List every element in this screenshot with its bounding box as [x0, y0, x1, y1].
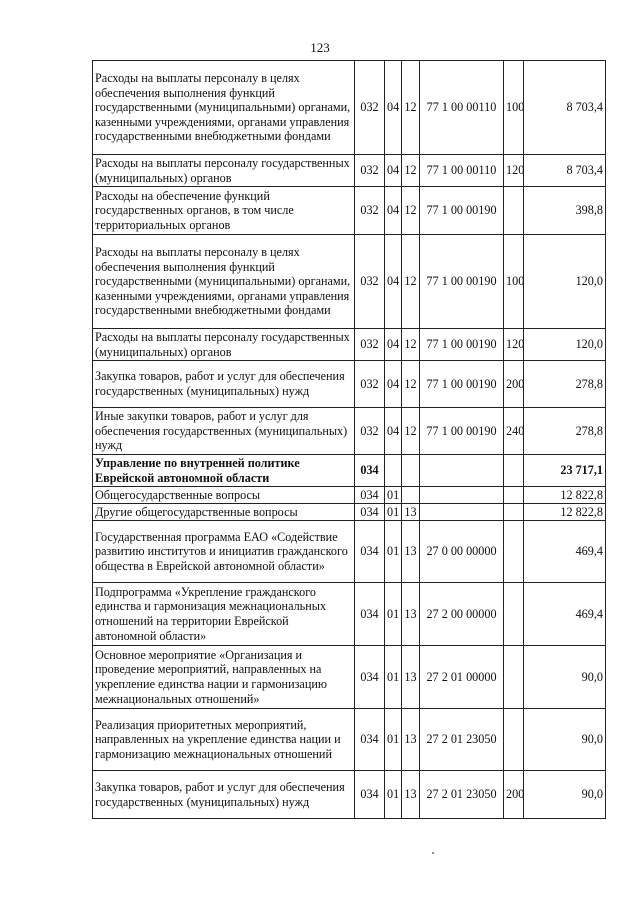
section-code: 01 — [385, 504, 402, 521]
admin-code: 032 — [355, 187, 385, 235]
target-article-code: 27 2 01 23050 — [420, 709, 504, 771]
table-row — [93, 583, 606, 646]
section-code: 01 — [385, 521, 402, 583]
table-row — [93, 455, 606, 487]
section-code — [385, 455, 402, 487]
section-code: 01 — [385, 709, 402, 771]
admin-code: 032 — [355, 235, 385, 329]
expense-type-code — [504, 709, 524, 771]
row-name: Расходы на выплаты персоналу в целях обеспечения выполнения функций государственными (муниципальными) органами, казенными учреждениями, органами управления государственными внебюджетными фондами — [93, 61, 355, 155]
expense-type-code — [504, 187, 524, 235]
target-article-code: 27 2 01 23050 — [420, 771, 504, 819]
amount: 90,0 — [524, 771, 606, 819]
table-row — [93, 408, 606, 455]
table-row — [93, 235, 606, 329]
amount: 12 822,8 — [524, 487, 606, 504]
table-row — [93, 521, 606, 583]
expense-type-code — [504, 455, 524, 487]
amount: 469,4 — [524, 583, 606, 646]
subsection-code: 12 — [402, 187, 420, 235]
row-name: Расходы на выплаты персоналу государственных (муниципальных) органов — [93, 329, 355, 361]
table-row — [93, 187, 606, 235]
amount: 90,0 — [524, 709, 606, 771]
subsection-code — [402, 455, 420, 487]
row-name: Государственная программа ЕАО «Содействие развитию институтов и инициатив гражданского общества в Еврейской автономной области» — [93, 521, 355, 583]
amount: 120,0 — [524, 329, 606, 361]
row-name: Другие общегосударственные вопросы — [93, 504, 355, 521]
admin-code: 032 — [355, 408, 385, 455]
expense-type-code — [504, 646, 524, 709]
amount: 120,0 — [524, 235, 606, 329]
admin-code: 034 — [355, 709, 385, 771]
amount: 12 822,8 — [524, 504, 606, 521]
subsection-code: 12 — [402, 235, 420, 329]
subsection-code: 13 — [402, 583, 420, 646]
admin-code: 034 — [355, 771, 385, 819]
admin-code: 034 — [355, 504, 385, 521]
target-article-code — [420, 487, 504, 504]
section-code: 01 — [385, 583, 402, 646]
subsection-code: 12 — [402, 329, 420, 361]
admin-code: 034 — [355, 521, 385, 583]
subsection-code: 13 — [402, 771, 420, 819]
section-code: 04 — [385, 361, 402, 408]
section-code: 01 — [385, 771, 402, 819]
subsection-code: 12 — [402, 61, 420, 155]
table-row — [93, 709, 606, 771]
expense-type-code — [504, 487, 524, 504]
row-name: Управление по внутренней политике Еврейской автономной области — [93, 455, 355, 487]
amount: 469,4 — [524, 521, 606, 583]
row-name: Реализация приоритетных мероприятий, направленных на укрепление единства нации и гармонизацию межнациональных отношений — [93, 709, 355, 771]
subsection-code: 12 — [402, 361, 420, 408]
target-article-code — [420, 504, 504, 521]
expense-type-code: 200 — [504, 361, 524, 408]
expense-type-code — [504, 521, 524, 583]
expense-type-code: 100 — [504, 235, 524, 329]
amount: 23 717,1 — [524, 455, 606, 487]
scan-speck — [432, 852, 434, 854]
target-article-code: 77 1 00 00190 — [420, 408, 504, 455]
subsection-code: 12 — [402, 408, 420, 455]
expense-type-code: 100 — [504, 61, 524, 155]
budget-table — [92, 60, 606, 819]
row-name: Закупка товаров, работ и услуг для обеспечения государственных (муниципальных) нужд — [93, 771, 355, 819]
admin-code: 032 — [355, 329, 385, 361]
section-code: 04 — [385, 61, 402, 155]
admin-code: 032 — [355, 61, 385, 155]
row-name: Иные закупки товаров, работ и услуг для обеспечения государственных (муниципальных) нужд — [93, 408, 355, 455]
expense-type-code: 120 — [504, 329, 524, 361]
section-code: 04 — [385, 329, 402, 361]
subsection-code — [402, 487, 420, 504]
expense-type-code — [504, 504, 524, 521]
page-number: 123 — [310, 40, 330, 55]
amount: 8 703,4 — [524, 61, 606, 155]
expense-type-code: 120 — [504, 155, 524, 187]
table-row — [93, 487, 606, 504]
target-article-code: 77 1 00 00110 — [420, 155, 504, 187]
amount: 90,0 — [524, 646, 606, 709]
target-article-code: 77 1 00 00190 — [420, 187, 504, 235]
target-article-code: 27 2 00 00000 — [420, 583, 504, 646]
row-name: Расходы на обеспечение функций государственных органов, в том числе территориальных органов — [93, 187, 355, 235]
subsection-code: 13 — [402, 504, 420, 521]
subsection-code: 13 — [402, 709, 420, 771]
table-row — [93, 61, 606, 155]
row-name: Расходы на выплаты персоналу государственных (муниципальных) органов — [93, 155, 355, 187]
expense-type-code: 200 — [504, 771, 524, 819]
target-article-code: 77 1 00 00190 — [420, 361, 504, 408]
target-article-code: 27 0 00 00000 — [420, 521, 504, 583]
subsection-code: 13 — [402, 646, 420, 709]
admin-code: 034 — [355, 646, 385, 709]
subsection-code: 12 — [402, 155, 420, 187]
expense-type-code: 240 — [504, 408, 524, 455]
table-row — [93, 361, 606, 408]
target-article-code — [420, 455, 504, 487]
section-code: 04 — [385, 187, 402, 235]
table-row — [93, 646, 606, 709]
row-name: Основное мероприятие «Организация и проведение мероприятий, направленных на укрепление единства нации и гармонизацию межнациональных отношений» — [93, 646, 355, 709]
admin-code: 032 — [355, 361, 385, 408]
target-article-code: 27 2 01 00000 — [420, 646, 504, 709]
section-code: 04 — [385, 155, 402, 187]
expense-type-code — [504, 583, 524, 646]
table-row — [93, 504, 606, 521]
admin-code: 034 — [355, 487, 385, 504]
target-article-code: 77 1 00 00190 — [420, 329, 504, 361]
row-name: Закупка товаров, работ и услуг для обеспечения государственных (муниципальных) нужд — [93, 361, 355, 408]
admin-code: 034 — [355, 583, 385, 646]
row-name: Общегосударственные вопросы — [93, 487, 355, 504]
admin-code: 034 — [355, 455, 385, 487]
table-row — [93, 329, 606, 361]
row-name: Подпрограмма «Укрепление гражданского единства и гармонизация межнациональных отношений на территории Еврейской автономной области» — [93, 583, 355, 646]
admin-code: 032 — [355, 155, 385, 187]
amount: 278,8 — [524, 408, 606, 455]
section-code: 04 — [385, 408, 402, 455]
amount: 8 703,4 — [524, 155, 606, 187]
target-article-code: 77 1 00 00190 — [420, 235, 504, 329]
target-article-code: 77 1 00 00110 — [420, 61, 504, 155]
row-name: Расходы на выплаты персоналу в целях обеспечения выполнения функций государственными (муниципальными) органами, казенными учреждениями, органами управления государственными внебюджетными фондами — [93, 235, 355, 329]
section-code: 04 — [385, 235, 402, 329]
section-code: 01 — [385, 646, 402, 709]
table-row — [93, 771, 606, 819]
amount: 278,8 — [524, 361, 606, 408]
subsection-code: 13 — [402, 521, 420, 583]
section-code: 01 — [385, 487, 402, 504]
table-row — [93, 155, 606, 187]
amount: 398,8 — [524, 187, 606, 235]
